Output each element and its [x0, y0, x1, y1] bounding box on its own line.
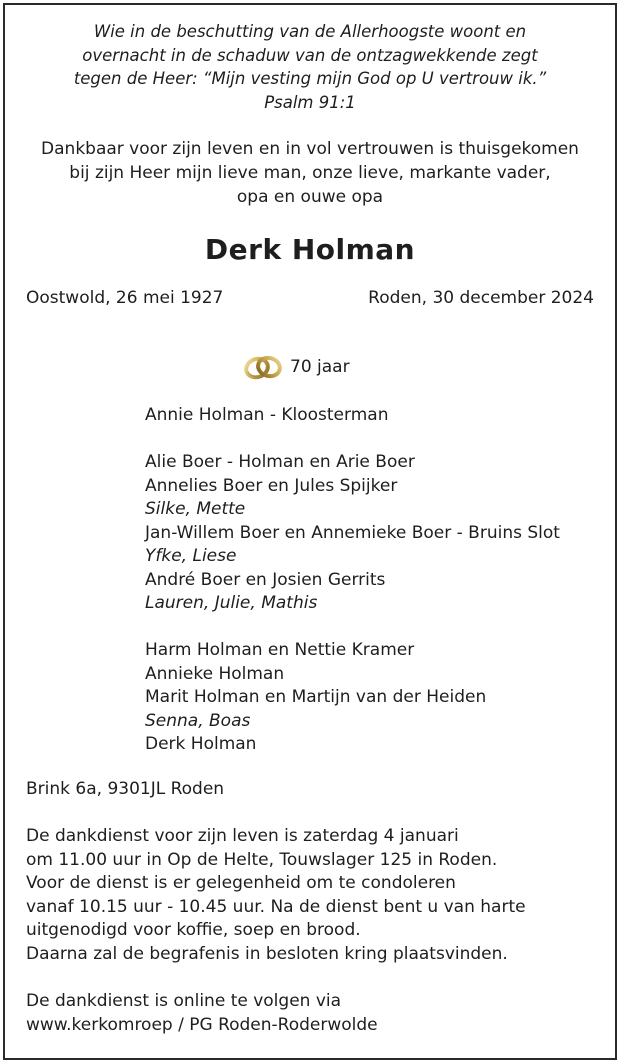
- family-member: Jan-Willem Boer en Annemieke Boer - Bruins Slot: [145, 522, 560, 543]
- deceased-name: Derk Holman: [204, 233, 416, 266]
- service-line: uitgenodigd voor koffie, soep en brood.: [26, 920, 361, 940]
- grandchildren: Silke, Mette: [145, 499, 246, 519]
- family-member: Marit Holman en Martijn van der Heiden: [145, 687, 487, 707]
- family-spacer: [145, 616, 560, 640]
- spouse-name: Annie Holman - Kloosterman: [145, 405, 389, 425]
- birth-place-date: Oostwold, 26 mei 1927: [26, 288, 224, 308]
- service-line: Daarna zal de begrafenis in besloten kring plaatsvinden.: [26, 943, 508, 964]
- family-member: André Boer en Josien Gerrits: [145, 569, 386, 590]
- service-line: De dankdienst voor zijn leven is zaterdag 4 januari: [26, 826, 459, 846]
- home-address: Brink 6a, 9301JL Roden: [26, 779, 225, 799]
- grandchildren: Lauren, Julie, Mathis: [145, 593, 318, 613]
- intro-line: bij zijn Heer mijn lieve man, onze lieve, markante vader,: [69, 163, 551, 183]
- intro-line: Dankbaar voor zijn leven en in vol vertrouwen is thuisgekomen: [41, 139, 579, 159]
- verse-line: tegen de Heer: “Mijn vesting mijn God op U vertrouw ik.”: [73, 69, 547, 88]
- online-line: De dankdienst is online te volgen via: [26, 991, 342, 1011]
- service-line: vanaf 10.15 uur - 10.45 uur. Na de dienst bent u van harte: [26, 896, 526, 917]
- family-member: Harm Holman en Nettie Kramer: [145, 640, 415, 660]
- intro-text: [0, 137, 620, 209]
- death-place-date: Roden, 30 december 2024: [368, 288, 594, 308]
- family-spacer: [145, 428, 560, 452]
- online-stream-info: [26, 990, 378, 1037]
- grandchildren: Yfke, Liese: [145, 546, 237, 566]
- family-member: Annieke Holman: [145, 663, 285, 684]
- verse-line: Wie in de beschutting van de Allerhoogste woont en: [93, 22, 527, 41]
- verse-line: overnacht in de schaduw van de ontzagwekkende zegt: [82, 45, 538, 65]
- family-member: Annelies Boer en Jules Spijker: [145, 475, 398, 496]
- online-link-text: www.kerkomroep / PG Roden-Roderwolde: [26, 1014, 378, 1035]
- intro-line: opa en ouwe opa: [236, 187, 384, 207]
- service-line: Voor de dienst is er gelegenheid om te condoleren: [26, 873, 456, 893]
- family-member: Derk Holman: [145, 734, 257, 754]
- grandchildren: Senna, Boas: [145, 710, 251, 731]
- verse-reference: Psalm 91:1: [264, 92, 356, 112]
- marriage-anniversary: [242, 350, 350, 384]
- anniversary-label: 70 jaar: [290, 357, 350, 377]
- family-list: [145, 404, 560, 757]
- service-details: [26, 825, 526, 966]
- family-member: Alie Boer - Holman en Arie Boer: [145, 452, 415, 472]
- bible-verse: [0, 20, 620, 114]
- wedding-rings-icon: [242, 350, 286, 384]
- service-line: om 11.00 uur in Op de Helte, Touwslager 125 in Roden.: [26, 849, 498, 870]
